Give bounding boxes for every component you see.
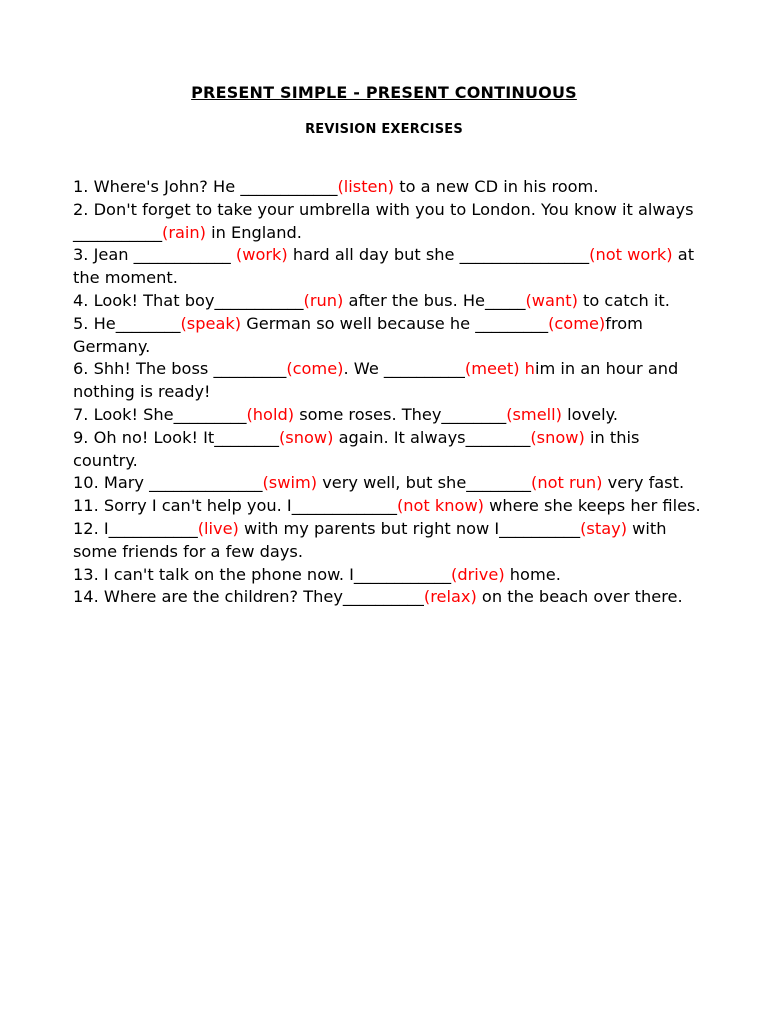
exercise-text: 12. I___________ — [73, 518, 198, 538]
document-subtitle: REVISION EXERCISES — [305, 122, 463, 137]
verb-hint: (run) — [303, 290, 344, 310]
exercise-item — [73, 313, 703, 359]
verb-hint: (listen) — [337, 177, 395, 196]
exercise-text: lovely. — [561, 404, 618, 424]
exercise-text: 14. Where are the children? They__________ — [73, 587, 424, 607]
exercise-item — [73, 472, 703, 495]
verb-hint: (drive) — [451, 564, 505, 584]
exercise-text: . We __________ — [343, 359, 465, 379]
exercise-text: 11. Sorry I can't help you. I_____________ — [73, 496, 397, 516]
exercise-text: some roses. They________ — [294, 404, 507, 424]
exercise-text: from Germany. — [73, 313, 643, 356]
verb-hint: (not work) — [589, 245, 673, 265]
exercise-text: German so well because he _________ — [241, 313, 549, 333]
exercise-text: 1. Where's John? He ____________ — [73, 177, 338, 196]
verb-hint: (stay) — [580, 518, 628, 538]
exercise-item — [73, 404, 703, 427]
verb-hint: (not run) — [531, 473, 603, 493]
exercise-text: 9. Oh no! Look! It________ — [73, 427, 279, 447]
verb-hint: (work) — [235, 245, 288, 265]
exercise-item — [73, 290, 703, 313]
exercise-text: in this country. — [73, 427, 640, 470]
verb-hint: (live) — [197, 518, 239, 538]
exercise-text: very well, but she________ — [317, 473, 532, 493]
exercise-text: where she keeps her files. — [484, 496, 701, 516]
exercise-text: 2. Don't forget to take your umbrella with you to London. You know it always ___________ — [73, 199, 694, 242]
exercise-item — [73, 358, 703, 404]
exercise-text: to a new CD in his room. — [394, 177, 599, 196]
exercise-text: hard all day but she ________________ — [287, 245, 590, 265]
verb-hint: (come) — [548, 313, 606, 333]
exercise-text: at the moment. — [73, 245, 695, 288]
document-title: PRESENT SIMPLE - PRESENT CONTINUOUS — [191, 83, 577, 102]
exercise-text: 3. Jean ____________ — [73, 245, 236, 265]
exercise-text: 13. I can't talk on the phone now. I____________ — [73, 564, 452, 584]
exercise-text: 7. Look! She_________ — [73, 404, 247, 424]
exercise-text: in England. — [206, 222, 302, 242]
exercise-text: on the beach over there. — [476, 587, 683, 607]
verb-hint: (relax) — [423, 587, 477, 607]
exercise-item — [73, 564, 703, 587]
exercise-item — [73, 199, 703, 245]
exercise-text: 10. Mary ______________ — [73, 473, 263, 493]
exercise-item — [73, 427, 703, 473]
exercise-text: 5. He________ — [73, 313, 181, 333]
verb-hint: (not know) — [396, 496, 485, 516]
verb-hint: (smell) — [506, 404, 562, 424]
verb-hint: (rain) — [162, 222, 206, 242]
exercise-text: very fast. — [602, 473, 685, 493]
verb-hint: (snow) — [530, 427, 585, 447]
exercise-text: im in an hour and nothing is ready! — [73, 359, 679, 402]
exercise-text: home. — [504, 564, 561, 584]
verb-hint: (snow) — [278, 427, 334, 447]
verb-hint: (want) — [525, 290, 578, 310]
exercise-item — [73, 244, 703, 290]
exercise-text: 6. Shh! The boss _________ — [73, 359, 287, 379]
exercise-text: after the bus. He_____ — [343, 290, 526, 310]
verb-hint: (come) — [286, 359, 344, 379]
exercise-item — [73, 518, 703, 564]
exercise-item — [73, 495, 703, 518]
exercise-item — [73, 176, 703, 199]
exercise-list — [73, 176, 703, 609]
exercise-text: with my parents but right now I__________ — [238, 518, 581, 538]
verb-hint: (speak) — [180, 313, 242, 333]
verb-hint: (swim) — [262, 473, 318, 493]
verb-hint: (hold) — [246, 404, 295, 424]
exercise-text: again. It always________ — [333, 427, 531, 447]
exercise-text: 4. Look! That boy___________ — [73, 290, 304, 310]
exercise-item — [73, 586, 703, 609]
verb-hint: (meet) h — [464, 359, 535, 379]
exercise-text: to catch it. — [577, 290, 670, 310]
exercise-text: with some friends for a few days. — [73, 518, 667, 561]
